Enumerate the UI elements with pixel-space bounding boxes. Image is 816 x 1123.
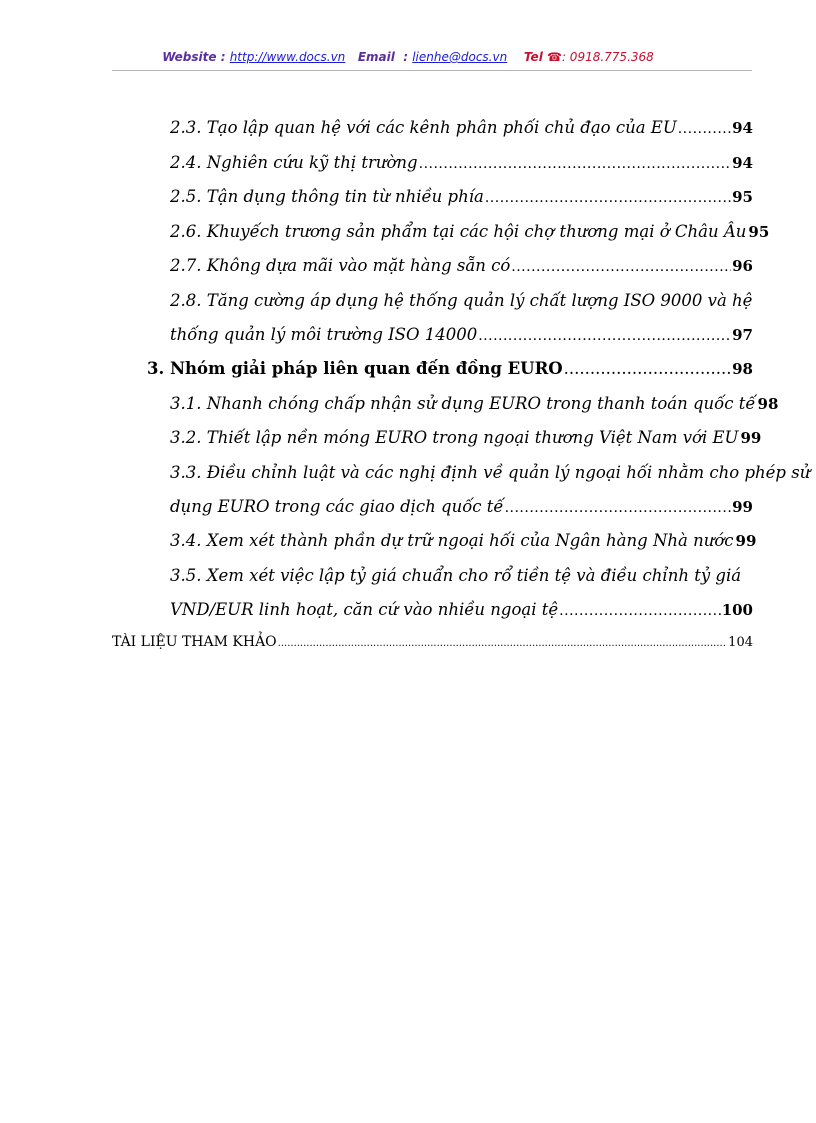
toc-entry-2-5[interactable]	[170, 187, 753, 206]
website-link[interactable]: http://www.docs.vn	[229, 50, 346, 64]
website-label: Website :	[162, 50, 226, 64]
toc-leader-dots	[419, 156, 732, 172]
toc-leader-dots	[564, 359, 731, 378]
toc-entry-page: 99	[740, 429, 762, 447]
toc-references-title: TÀI LIỆU THAM KHẢO	[112, 634, 277, 650]
toc-entry-page: 98	[757, 395, 779, 413]
toc-leader-dots	[511, 259, 731, 275]
toc-entry-page: 94	[732, 154, 753, 172]
toc-entry-3-1[interactable]	[170, 394, 779, 413]
email-label: Email	[357, 50, 395, 64]
toc-leader-dots	[559, 603, 721, 619]
email-separator: :	[403, 50, 409, 64]
toc-entry-title: 2.3. Tạo lập quan hệ với các kênh phân phối chủ đạo của EU	[170, 118, 677, 137]
phone-icon: ☎	[547, 50, 562, 64]
toc-entry-page: 99	[732, 498, 753, 516]
toc-section-title: 3. Nhóm giải pháp liên quan đến đồng EURO	[147, 359, 563, 378]
toc-entry-page: 100	[721, 601, 753, 619]
toc-entry-title: 2.5. Tận dụng thông tin từ nhiều phía	[170, 187, 484, 206]
toc-entry-3-4[interactable]	[170, 531, 757, 550]
toc-entry-page: 99	[735, 532, 757, 550]
toc-entry-title: 2.4. Nghiên cứu kỹ thị trường	[170, 153, 418, 172]
toc-entry-title: 2.7. Không dựa mãi vào mặt hàng sẵn có	[170, 256, 511, 275]
toc-leader-dots	[485, 190, 731, 206]
tel-label: Tel	[523, 50, 543, 64]
toc-entry-page: 97	[732, 326, 753, 344]
email-link[interactable]: lienhe@docs.vn	[412, 50, 508, 64]
toc-references-page: 104	[728, 635, 753, 650]
toc-entry-3-2[interactable]	[170, 428, 762, 447]
toc-references[interactable]	[112, 634, 753, 650]
toc-leader-dots	[505, 500, 732, 516]
toc-entry-2-6[interactable]	[170, 222, 770, 241]
toc-entry-title: 2.6. Khuyếch trương sản phẩm tại các hội chợ thương mại ở Châu Âu	[170, 222, 747, 241]
toc-entry-page: 94	[732, 119, 753, 137]
header-divider	[112, 70, 752, 71]
toc-entry-title: 3.1. Nhanh chóng chấp nhận sử dụng EURO trong thanh toán quốc tế	[170, 394, 756, 413]
toc-entry-page: 96	[732, 257, 753, 275]
toc-entry-title: 3.4. Xem xét thành phần dự trữ ngoại hối của Ngân hàng Nhà nước	[170, 531, 734, 550]
page-header	[0, 50, 816, 64]
toc-entry-title: thống quản lý môi trường ISO 14000	[170, 325, 478, 344]
toc-section-3[interactable]	[147, 359, 753, 378]
toc-entry-3-3-line1: 3.3. Điều chỉnh luật và các nghị định về quản lý ngoại hối nhằm cho phép sử	[170, 463, 811, 482]
toc-entry-3-3[interactable]	[170, 497, 753, 516]
toc-entry-page: 95	[732, 188, 753, 206]
toc-entry-2-8-line1: 2.8. Tăng cường áp dụng hệ thống quản lý chất lượng ISO 9000 và hệ	[170, 291, 753, 310]
toc-entry-title: 3.2. Thiết lập nền móng EURO trong ngoại thương Việt Nam với EU	[170, 428, 739, 447]
toc-section-page: 98	[732, 360, 753, 378]
toc-entry-2-7[interactable]	[170, 256, 753, 275]
toc-entry-3-5-line1: 3.5. Xem xét việc lập tỷ giá chuẩn cho rổ tiền tệ và điều chỉnh tỷ giá	[170, 566, 742, 585]
tel-number: : 0918.775.368	[561, 50, 654, 64]
toc-entry-2-3[interactable]	[170, 118, 753, 137]
toc-leader-dots	[678, 121, 731, 137]
toc-entry-3-5[interactable]	[170, 600, 753, 619]
toc-entry-title: dụng EURO trong các giao dịch quốc tế	[170, 497, 504, 516]
toc-entry-2-4[interactable]	[170, 153, 753, 172]
toc-leader-dots	[278, 638, 728, 649]
toc-entry-page: 95	[748, 223, 770, 241]
toc-entry-2-8[interactable]	[170, 325, 753, 344]
toc-leader-dots	[478, 328, 731, 344]
toc-entry-title: VND/EUR linh hoạt, căn cứ vào nhiều ngoại tệ	[170, 600, 559, 619]
